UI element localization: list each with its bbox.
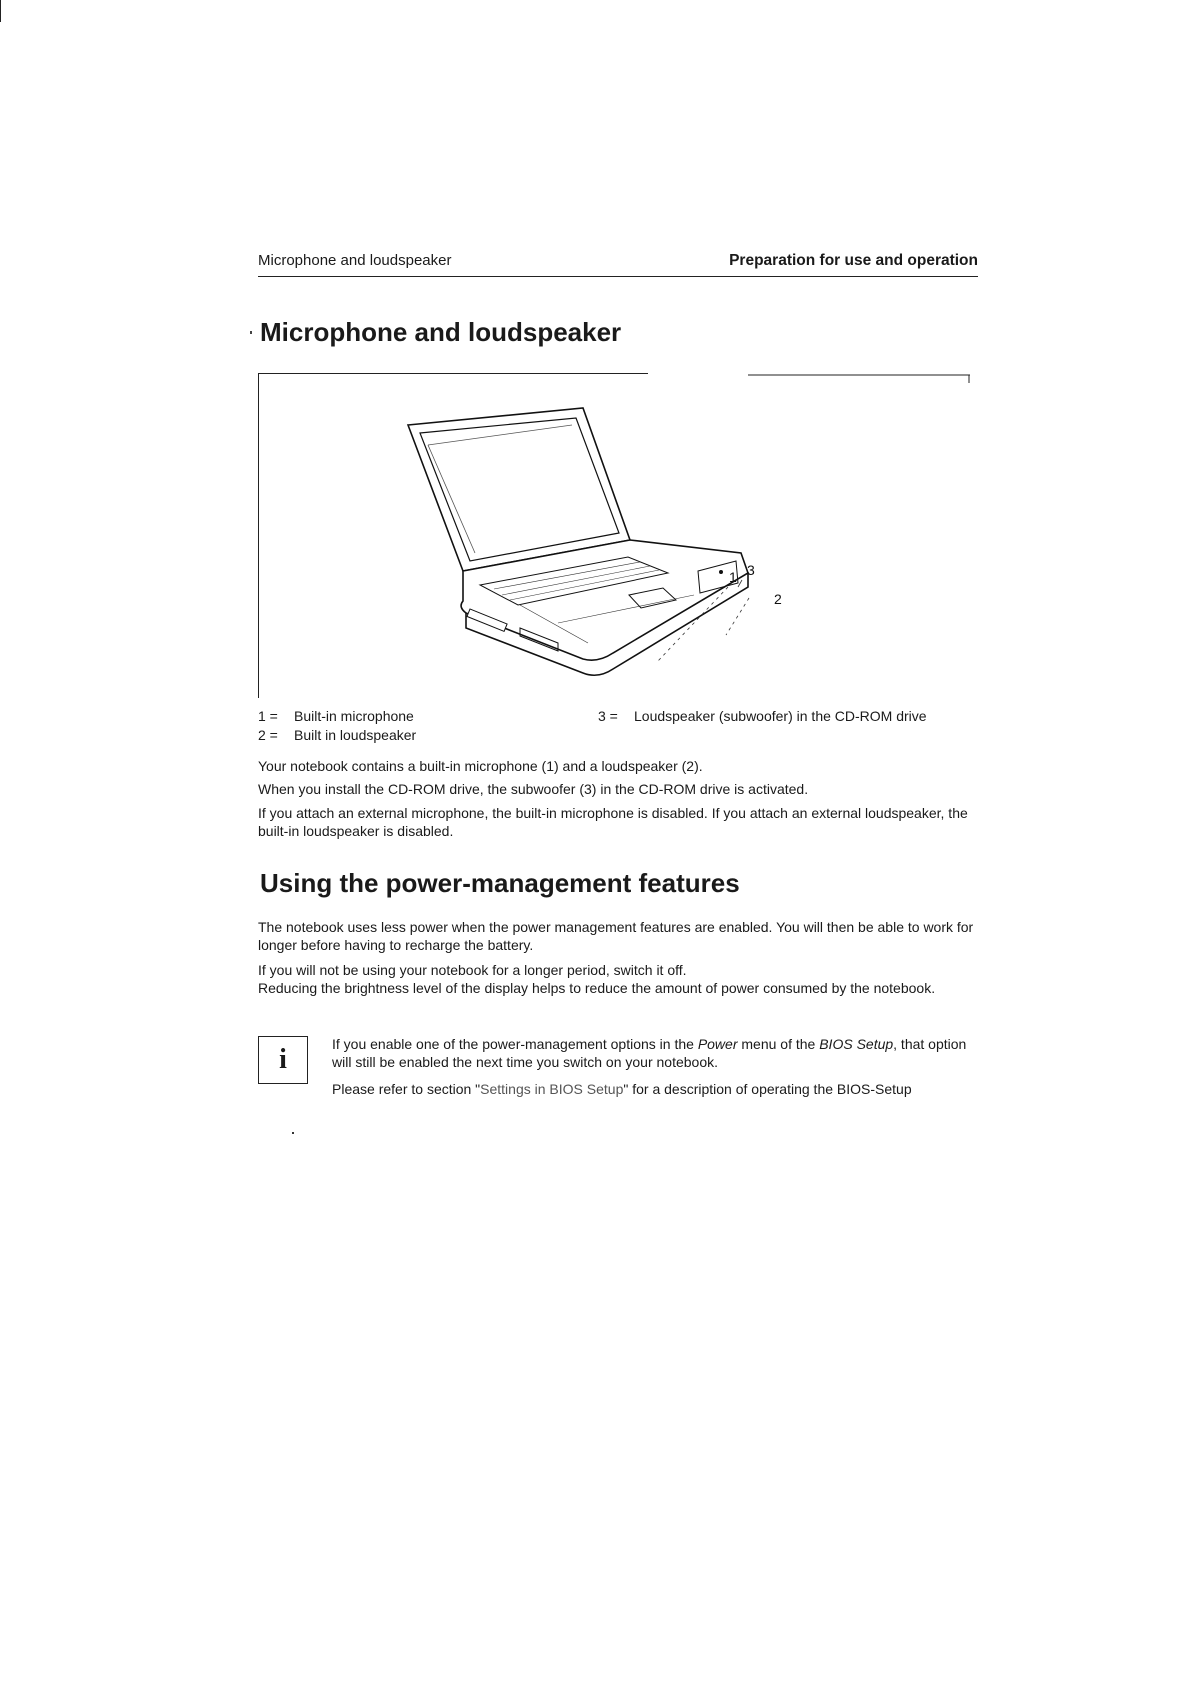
notebook-figure [258, 373, 970, 698]
note-text-part: If you enable one of the power-management options in the [332, 1036, 698, 1052]
callout-3: 3 [747, 562, 755, 578]
paragraph-subwoofer: When you install the CD-ROM drive, the subwoofer (3) in the CD-ROM drive is activated. [258, 781, 809, 797]
section-reference-link[interactable]: Settings in BIOS Setup [480, 1081, 624, 1097]
paragraph-switch-off: If you will not be using your notebook for a longer period, switch it off. [258, 962, 687, 978]
legend-number: 3 = [598, 708, 618, 724]
header-section-title: Preparation for use and operation [729, 252, 978, 269]
header-rule [258, 276, 978, 277]
info-icon [258, 1036, 308, 1084]
page-header [258, 252, 978, 278]
paragraph-brightness: Reducing the brightness level of the display helps to reduce the amount of power consumed by the notebook. [258, 980, 936, 996]
legend-item [258, 726, 598, 745]
info-icon-glyph: i [279, 1044, 287, 1075]
legend-item [598, 707, 970, 726]
legend-item [258, 707, 598, 726]
note-bios-options [332, 1035, 980, 1071]
note-setup-name: BIOS Setup [819, 1036, 894, 1052]
legend-column-right [598, 707, 970, 726]
legend-text: Loudspeaker (subwoofer) in the CD-ROM drive [634, 708, 927, 724]
notebook-illustration [258, 373, 970, 698]
edge-mark [0, 0, 1, 22]
callout-1: 1 [729, 569, 737, 585]
note-text-part: , that option will still be enabled the next time you switch on your notebook. [332, 1036, 967, 1070]
margin-mark [250, 331, 252, 334]
legend-number: 2 = [258, 727, 278, 743]
callout-2: 2 [774, 591, 782, 607]
paragraph-power-tips [258, 961, 976, 997]
legend-text: Built-in microphone [294, 708, 414, 724]
note-text-part: Please refer to section " [332, 1081, 481, 1097]
paragraph-microphone-intro: Your notebook contains a built-in microphone (1) and a loudspeaker (2). [258, 758, 703, 774]
paragraph-external-devices: If you attach an external microphone, the built-in microphone is disabled. If you attach an external loudspeaker, the built-in loudspeaker is disabled. [258, 805, 968, 839]
note-text-part: menu of the [737, 1036, 820, 1052]
header-chapter-title: Microphone and loudspeaker [258, 252, 452, 269]
note-menu-name: Power [697, 1036, 738, 1052]
legend-column-left [258, 707, 598, 745]
section-title-power-management: Using the power-management features [260, 868, 740, 898]
paragraph-power-intro: The notebook uses less power when the power management features are enabled. You will then be able to work for longer before having to recharge the battery. [258, 919, 974, 953]
legend-number: 1 = [258, 708, 278, 724]
section-title-microphone: Microphone and loudspeaker [260, 317, 622, 347]
note-text-part: " for a description of operating the BIOS-Setup [623, 1081, 912, 1097]
margin-mark [292, 1132, 294, 1134]
note-bios-reference [332, 1080, 980, 1098]
legend-text: Built in loudspeaker [294, 727, 417, 743]
